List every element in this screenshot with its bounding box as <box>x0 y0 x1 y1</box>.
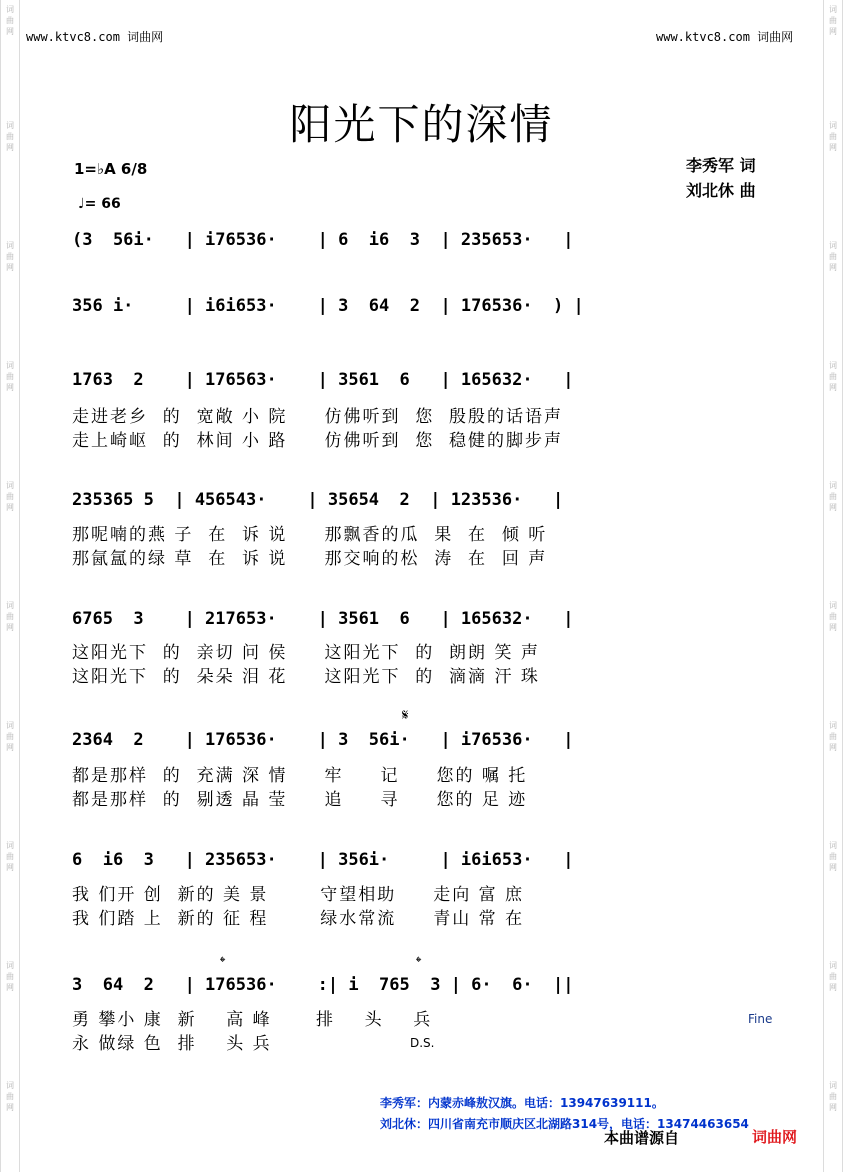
source-site-logo[interactable]: 词曲网 <box>752 1128 798 1146</box>
lyrics-verse-2: 走上崎岖 的 林间 小 路 仿佛听到 您 稳健的脚步声 <box>72 431 564 451</box>
lyrics-verse-1: 勇 攀小 康 新 高 峰 排 头 兵 <box>72 1010 433 1030</box>
notation-line: 6 i6 3 | 235653· | 356i· | i6i653· | <box>72 850 574 870</box>
side-watermark: 词曲网 <box>829 601 837 632</box>
side-watermark: 词曲网 <box>829 361 837 392</box>
site-watermark-right: www.ktvc8.com 词曲网 <box>656 30 794 44</box>
coda-sign: 𝄌 <box>416 953 422 971</box>
side-watermark: 词曲网 <box>829 961 837 992</box>
lyrics-verse-2: 都是那样 的 剔透 晶 莹 追 寻 您的 足 迹 <box>72 790 528 810</box>
lyrics-verse-1: 走进老乡 的 宽敞 小 院 仿佛听到 您 殷殷的话语声 <box>72 407 564 427</box>
side-watermark: 词曲网 <box>829 121 837 152</box>
side-watermark: 词曲网 <box>6 1081 14 1112</box>
notation-line: 235365 5 | 456543· | 35654 2 | 123536· | <box>72 490 564 510</box>
notation-line: 2364 2 | 176536· | 3 56i· | i76536· | <box>72 730 574 750</box>
side-watermark: 词曲网 <box>6 961 14 992</box>
source-label: 本曲谱源自 <box>604 1129 680 1147</box>
lyrics-verse-1: 这阳光下 的 亲切 问 侯 这阳光下 的 朗朗 笑 声 <box>72 643 540 663</box>
side-watermark: 词曲网 <box>6 361 14 392</box>
lyrics-verse-2: 我 们踏 上 新的 征 程 绿水常流 青山 常 在 <box>72 909 525 929</box>
contact-composer: 刘北休：四川省南充市顺庆区北湖路314号，电话：13474463654 <box>380 1117 749 1131</box>
lyricist-credit: 李秀军 词 <box>686 156 756 175</box>
lyrics-verse-2: 这阳光下 的 朵朵 泪 花 这阳光下 的 滴滴 汗 珠 <box>72 667 540 687</box>
side-watermark: 词曲网 <box>6 5 14 36</box>
side-watermark: 词曲网 <box>6 601 14 632</box>
site-watermark-left: www.ktvc8.com 词曲网 <box>26 30 164 44</box>
segno-sign: 𝄋 <box>402 706 409 724</box>
side-watermark: 词曲网 <box>6 841 14 872</box>
side-watermark: 词曲网 <box>829 481 837 512</box>
key-signature: 1=♭A 6/8 <box>74 160 148 178</box>
ds-marking: D.S. <box>410 1036 435 1050</box>
notation-line: 3 64 2 | 176536· :| i 765 3 | 6· 6· || <box>72 975 574 995</box>
tempo-marking: ♩= 66 <box>78 196 121 212</box>
notation-line: 356 i· | i6i653· | 3 64 2 | 176536· ) | <box>72 296 584 316</box>
fine-marking: Fine <box>748 1012 773 1026</box>
side-watermark: 词曲网 <box>6 721 14 752</box>
song-title: 阳光下的深情 <box>289 100 554 149</box>
notation-line: 1763 2 | 176563· | 3561 6 | 165632· | <box>72 370 574 390</box>
lyrics-verse-1: 那呢喃的燕 子 在 诉 说 那飘香的瓜 果 在 倾 听 <box>72 525 548 545</box>
side-watermark: 词曲网 <box>829 1081 837 1112</box>
lyrics-verse-2: 永 做绿 色 排 头 兵 <box>72 1034 272 1054</box>
side-watermark: 词曲网 <box>6 241 14 272</box>
notation-line: 6765 3 | 217653· | 3561 6 | 165632· | <box>72 609 574 629</box>
lyrics-verse-1: 我 们开 创 新的 美 景 守望相助 走向 富 庶 <box>72 885 525 905</box>
lyrics-verse-1: 都是那样 的 充满 深 情 牢 记 您的 嘱 托 <box>72 766 528 786</box>
side-watermark: 词曲网 <box>829 721 837 752</box>
side-watermark: 词曲网 <box>6 121 14 152</box>
side-watermark: 词曲网 <box>6 481 14 512</box>
side-watermark: 词曲网 <box>829 841 837 872</box>
notation-line: (3 56i· | i76536· | 6 i6 3 | 235653· | <box>72 230 574 250</box>
composer-credit: 刘北休 曲 <box>686 181 756 200</box>
left-watermark-strip <box>0 0 20 1172</box>
contact-lyricist: 李秀军：内蒙赤峰敖汉旗。电话：13947639111。 <box>380 1096 664 1110</box>
side-watermark: 词曲网 <box>829 5 837 36</box>
right-watermark-strip <box>823 0 843 1172</box>
coda-sign: 𝄌 <box>220 953 226 971</box>
side-watermark: 词曲网 <box>829 241 837 272</box>
lyrics-verse-2: 那氤氲的绿 草 在 诉 说 那交响的松 涛 在 回 声 <box>72 549 548 569</box>
